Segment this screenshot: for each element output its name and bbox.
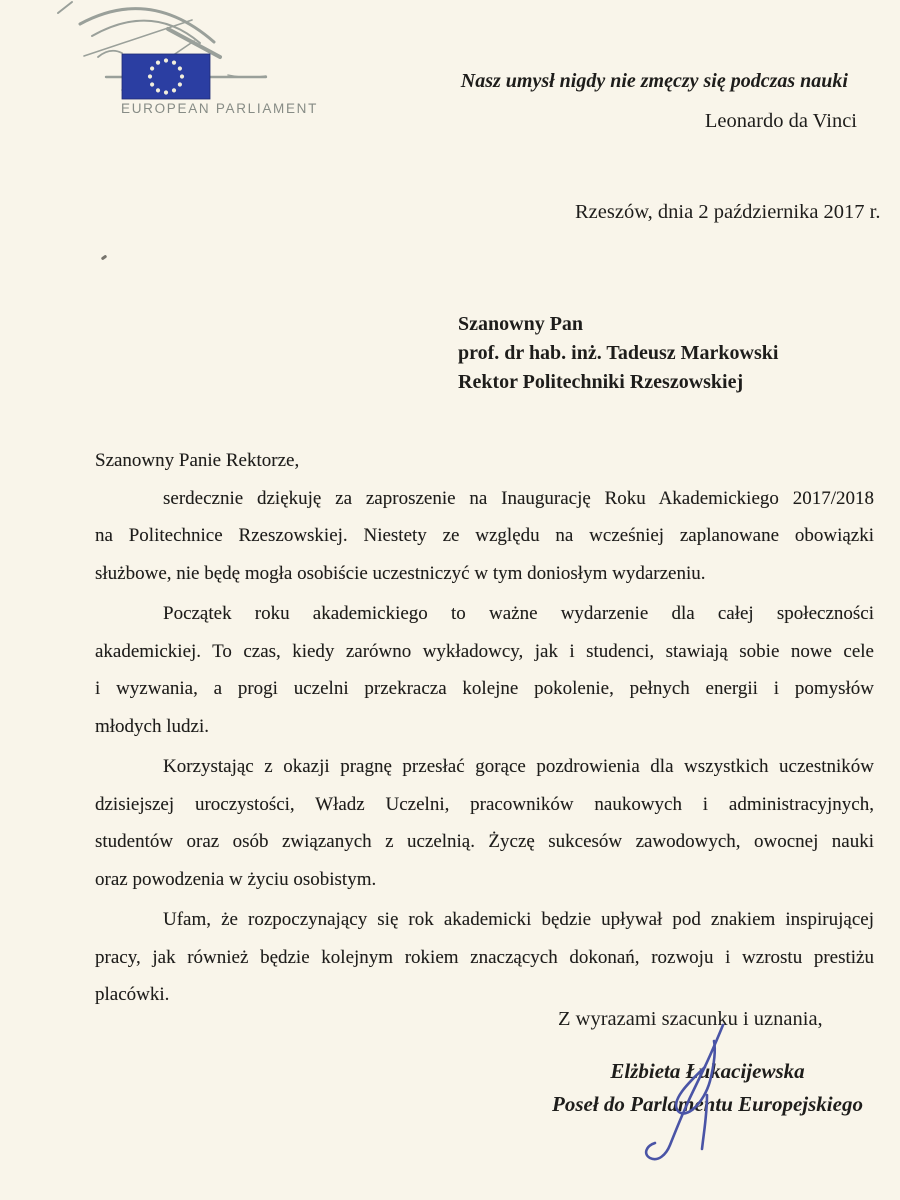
body-line: na Politechnice Rzeszowskiej. Niestety ze względu na wcześniej zaplanowane obowiązki — [95, 525, 874, 546]
eu-flag-icon — [122, 54, 210, 99]
body-line: oraz powodzenia w życiu osobistym. — [95, 868, 377, 890]
dateline: Rzeszów, dnia 2 października 2017 r. — [575, 201, 881, 223]
body-line: Ufam, że rozpoczynający się rok akademicki będzie upływał pod znakiem inspirującej — [163, 909, 874, 930]
motto-author: Leonardo da Vinci — [704, 110, 857, 132]
ep-logo-wordmark: EUROPEAN PARLIAMENT — [121, 101, 319, 116]
body-line: służbowe, nie będę mogła osobiście uczestniczyć w tym doniosłym wydarzeniu. — [95, 562, 706, 584]
addressee-honorific: Szanowny Pan — [458, 313, 584, 335]
body-line: dzisiejszej uroczystości, Władz Uczelni, pracowników naukowych i administracyjnych, — [95, 793, 874, 815]
motto-quote: Nasz umysł nigdy nie zmęczy się podczas nauki — [460, 70, 848, 92]
signer-name: Elżbieta Łukacijewska — [610, 1059, 805, 1083]
valediction: Z wyrazami szacunku i uznania, — [558, 1008, 823, 1030]
body-line: placówki. — [95, 984, 170, 1005]
body-line: młodych ludzi. — [95, 715, 209, 737]
addressee-block — [458, 310, 778, 397]
body-line: Korzystając z okazji pragnę przesłać gorące pozdrowienia dla wszystkich uczestników — [163, 756, 874, 777]
letter-body — [95, 442, 874, 1014]
body-line: serdecznie dziękuję za zaproszenie na Inaugurację Roku Akademickiego 2017/2018 — [163, 487, 874, 509]
body-line: akademickiej. To czas, kiedy zarówno wykładowcy, jak i studenci, stawiają sobie nowe cele — [95, 640, 874, 662]
handwritten-signature — [610, 1015, 870, 1175]
signer-title: Poseł do Parlamentu Europejskiego — [552, 1092, 863, 1116]
scan-speck — [101, 255, 108, 261]
body-line: i wyzwania, a progi uczelni przekracza kolejne pokolenie, pełnych energii i pomysłów — [95, 678, 874, 699]
addressee-title: Rektor Politechniki Rzeszowskiej — [458, 371, 744, 393]
body-line: studentów oraz osób związanych z uczelnią. Życzę sukcesów zawodowych, owocnej nauki — [95, 831, 874, 852]
body-line: pracy, jak również będzie kolejnym rokiem znaczących dokonań, rozwoju i wzrostu prestiżu — [95, 946, 874, 968]
addressee-name: prof. dr hab. inż. Tadeusz Markowski — [458, 342, 779, 364]
body-line: Początek roku akademickiego to ważne wydarzenie dla całej społeczności — [163, 603, 874, 624]
salutation: Szanowny Panie Rektorze, — [95, 450, 300, 471]
